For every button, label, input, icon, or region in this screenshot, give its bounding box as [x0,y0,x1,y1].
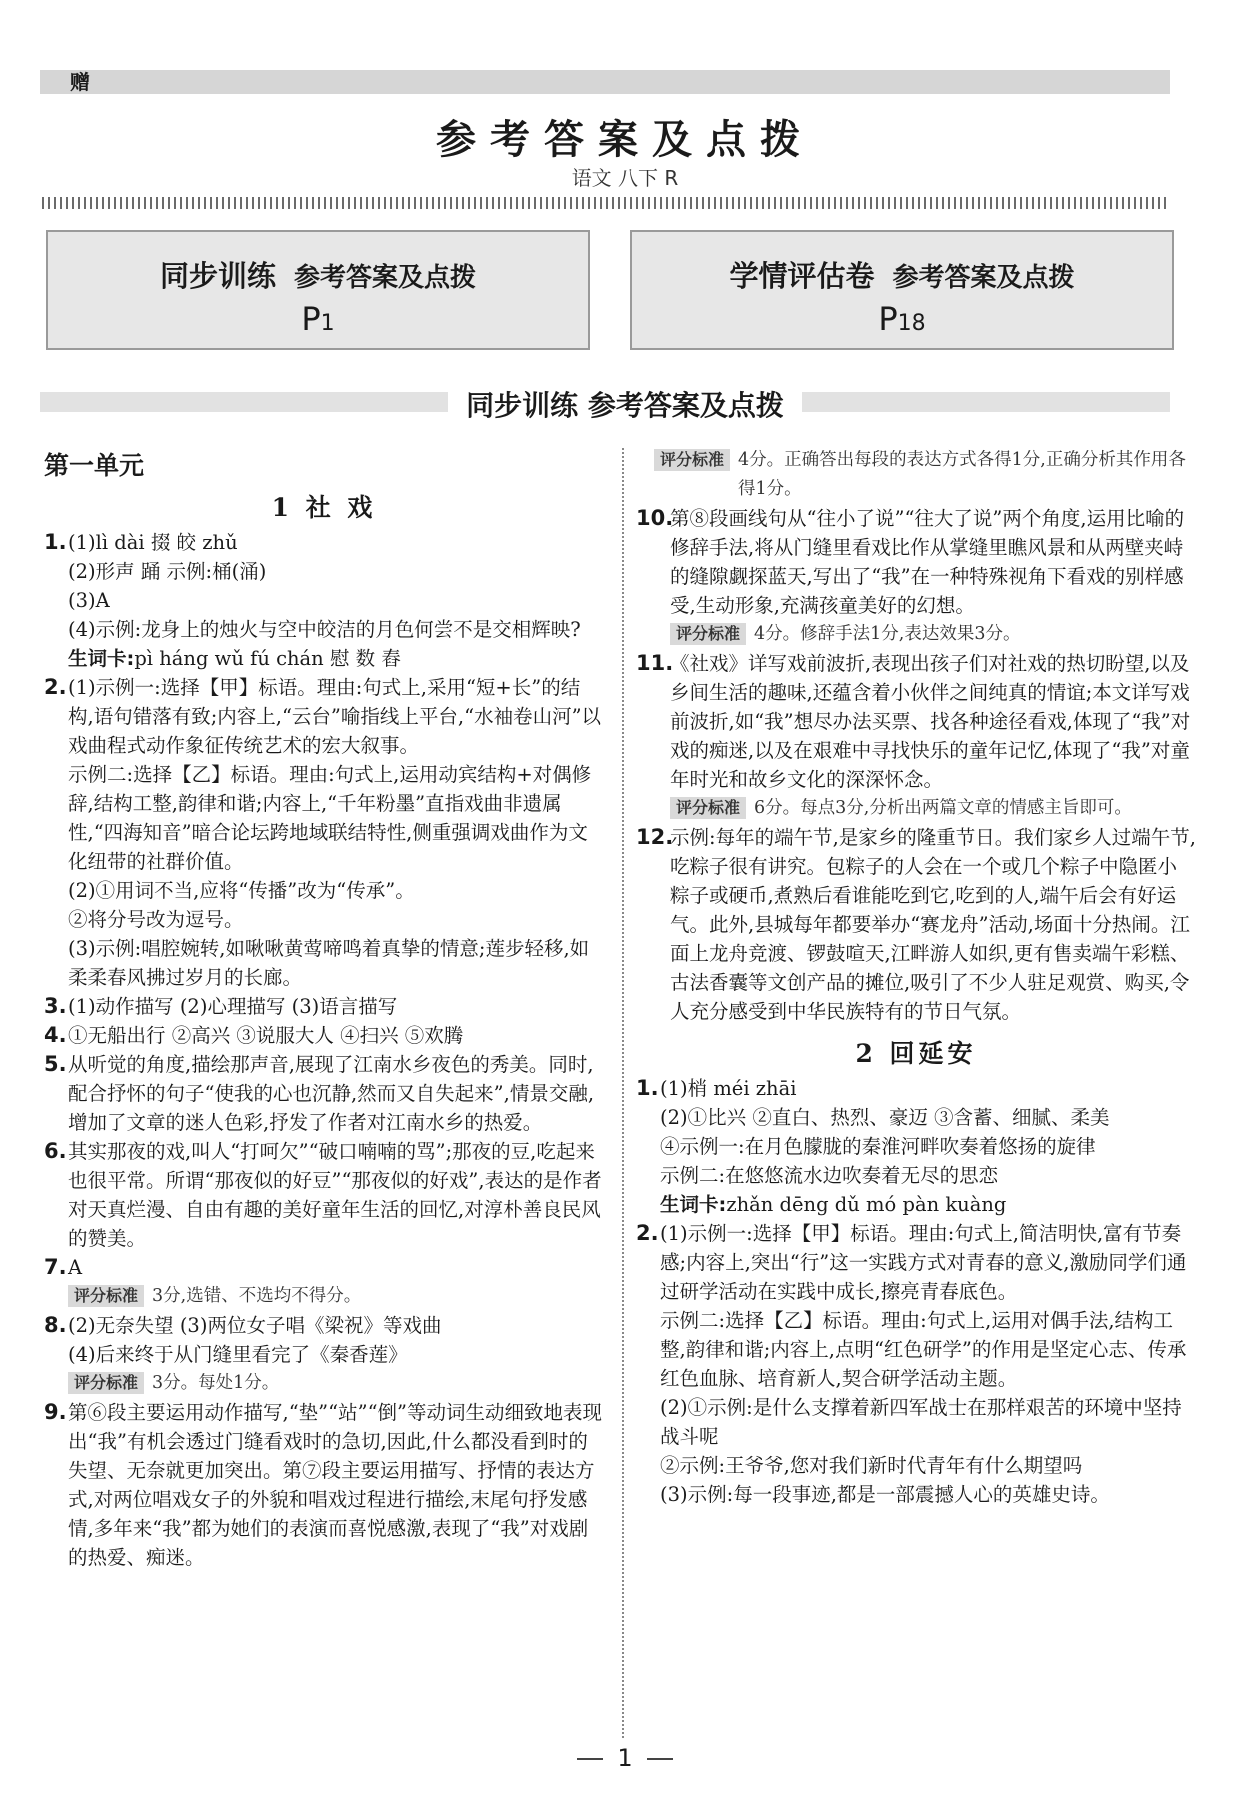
answer-line: (2)形声 踊 示例:桶(涌) [68,560,267,583]
right-column [636,446,1196,1509]
section-title-text: 同步训练 参考答案及点拨 [448,384,802,424]
question-number: 11. [636,651,674,675]
column-divider [622,448,624,1738]
scoring-tag: 评分标准 [68,1285,144,1307]
header-band [40,70,1170,94]
answer-line: 从听觉的角度,描绘那声音,展现了江南水乡夜色的秀美。同时,配合抒怀的句子“使我的心也沉静,然而又自失起来”,情景交融,增加了文章的迷人色彩,抒发了作者对江南水乡的热爱。 [68,1053,595,1134]
vocab-text: pì háng wǔ fú chán 慰 数 舂 [134,647,401,670]
question-5 [44,1050,604,1137]
answer-line: (2)①示例:是什么支撑着新四军战士在那样艰苦的环境中坚持战斗呢 [660,1396,1182,1448]
answer-line: (1)示例一:选择【甲】标语。理由:句式上,简洁明快,富有节奏感;内容上,突出“行”这一实践方式对青春的意义,激励同学们通过研学活动在实践中成长,擦亮青春底色。 [660,1222,1187,1303]
question-number: 7. [44,1255,67,1279]
scoring-tag: 评分标准 [670,797,746,819]
answer-line: 示例二:在悠悠流水边吹奏着无尽的思恋 [660,1164,999,1187]
scoring-text: 6分。每点3分,分析出两篇文章的情感主旨即可。 [754,798,1132,818]
answer-line: 示例:每年的端午节,是家乡的隆重节日。我们家乡人过端午节,吃粽子很有讲究。包粽子的人会在一个或几个粽子中隐匿小粽子或硬币,煮熟后看谁能吃到它,吃到的人,端午后会有好运气。此外,县城每年都要举办“赛龙舟”活动,场面十分热闹。江面上龙舟竞渡、锣鼓喧天,江畔游人如织,更有售卖端午彩糕、古法香囊等文创产品的摊位,吸引了不少人驻足观赏、购买,令人充分感受到中华民族特有的节日气氛。 [670,826,1196,1023]
answer-line: (1)示例一:选择【甲】标语。理由:句式上,采用“短+长”的结构,语句错落有致;内容上,“云台”喻指线上平台,“水袖卷山河”以戏曲程式动作象征传统艺术的宏大叙事。 [68,676,602,757]
answer-line: (4)后来终于从门缝里看完了《秦香莲》 [68,1343,408,1366]
question-9 [44,1398,604,1572]
scoring-tag: 评分标准 [654,449,730,471]
left-column [44,446,604,1572]
scoring-text: 4分。正确答出每段的表达方式各得1分,正确分析其作用各得1分。 [738,450,1186,499]
answer-line: 示例二:选择【乙】标语。理由:句式上,运用动宾结构+对偶修辞,结构工整,韵律和谐;内容上,“千年粉墨”直指戏曲非遗属性,“四海知音”暗合论坛跨地域联结特性,侧重强调戏曲作为文化纽带的社群价值。 [68,763,592,873]
answer-line: 第⑥段主要运用动作描写,“垫”“站”“倒”等动词生动细致地表现出“我”有机会透过门缝看戏时的急切,因此,什么都没看到时的失望、无奈就更加突出。第⑦段主要运用描写、抒情的表达方式,对两位唱戏女子的外貌和唱戏过程进行描绘,末尾句抒发感情,多年来“我”都为她们的表演而喜悦感激,表现了“我”对戏剧的热爱、痴迷。 [68,1401,603,1569]
question-number: 5. [44,1052,67,1076]
answer-line: (3)A [68,589,110,612]
dotted-divider [42,197,1170,209]
answer-line: (1)梢 méi zhāi [660,1077,797,1100]
answer-line: A [68,1256,83,1279]
gift-tag: 赠 [70,70,90,94]
dash-left [577,1758,603,1760]
page-subtitle: 语文 八下 R [571,166,679,190]
question-number: 6. [44,1139,67,1163]
answer-line: (3)示例:唱腔婉转,如啾啾黄莺啼鸣着真挚的情意;莲步轻移,如柔柔春风拂过岁月的长廊。 [68,937,590,989]
answer-line: ②示例:王爷爷,您对我们新时代青年有什么期望吗 [660,1454,1083,1477]
scoring-text: 3分,选错、不选均不得分。 [152,1286,362,1306]
toc-box-assessment [630,230,1174,350]
page-number-text: 1 [617,1744,633,1772]
answer-line: 示例二:选择【乙】标语。理由:句式上,运用对偶手法,结构工整,韵律和谐;内容上,点明“红色研学”的作用是坚定心志、传承红色血脉、培育新人,契合研学活动主题。 [660,1309,1187,1390]
answer-line: (1)lì dài 掇 皎 zhǔ [68,531,238,554]
scoring-text: 3分。每处1分。 [152,1373,280,1393]
toc-page-prefix: P [301,300,321,338]
scoring-note [44,1369,604,1398]
scoring-note [636,620,1196,649]
question-6 [44,1137,604,1253]
question-number: 8. [44,1313,67,1337]
page-title: 参考答案及点拨 [436,117,814,163]
scoring-note [636,794,1196,823]
scoring-tag: 评分标准 [68,1372,144,1394]
answer-line: (2)①用词不当,应将“传播”改为“传承”。 [68,879,415,902]
answer-line: (2)无奈失望 (3)两位女子唱《梁祝》等戏曲 [68,1314,442,1337]
answer-line: (2)①比兴 ②直白、热烈、豪迈 ③含蓄、细腻、柔美 [660,1106,1110,1129]
page-number [0,1744,1250,1772]
answer-line: (4)示例:龙身上的烛火与空中皎洁的月色何尝不是交相辉映? [68,618,581,641]
toc-page-prefix: P [878,300,898,338]
vocab-label: 生词卡: [660,1193,727,1216]
question-number: 12. [636,825,674,849]
question-1 [636,1074,1196,1219]
scoring-tag: 评分标准 [670,623,746,645]
question-11 [636,649,1196,794]
question-2 [636,1219,1196,1509]
question-number: 2. [636,1221,659,1245]
lesson-heading: 1 社 戏 [271,493,377,522]
answer-line: (3)示例:每一段事迹,都是一部震撼人心的英雄史诗。 [660,1483,1110,1506]
question-number: 3. [44,994,67,1018]
toc-box-label: 参考答案及点拨 [294,263,477,293]
question-number: 2. [44,675,67,699]
answer-line: 其实那夜的戏,叫人“打呵欠”“破口喃喃的骂”;那夜的豆,吃起来也很平常。所谓“那夜似的好豆”“那夜似的好戏”,表达的是作者对天真烂漫、自由有趣的美好童年生活的回忆,对淳朴善良民风的赞美。 [68,1140,602,1250]
question-1 [44,528,604,673]
lesson-heading: 2 回延安 [855,1039,977,1068]
answer-line: ②将分号改为逗号。 [68,908,244,931]
toc-box-sync-training [46,230,590,350]
toc-box-name: 同步训练 [159,259,276,293]
toc-page-number: 1 [320,311,335,336]
scoring-note [636,446,1196,504]
answer-line: ④示例一:在月色朦胧的秦淮河畔吹奏着悠扬的旋律 [660,1135,1096,1158]
toc-box-name: 学情评估卷 [729,259,875,293]
question-number: 1. [636,1076,659,1100]
question-number: 10. [636,506,674,530]
question-3 [44,992,604,1021]
question-2 [44,673,604,992]
answer-line: (1)动作描写 (2)心理描写 (3)语言描写 [68,995,398,1018]
question-number: 1. [44,530,67,554]
toc-page-number: 18 [897,311,926,336]
dash-right [647,1758,673,1760]
scoring-note [44,1282,604,1311]
question-7 [44,1253,604,1282]
question-10 [636,504,1196,620]
question-number: 9. [44,1400,67,1424]
vocab-card [660,1190,1196,1219]
question-8 [44,1311,604,1369]
vocab-card [68,644,604,673]
vocab-text: zhǎn dēng dǔ mó pàn kuàng [726,1193,1007,1216]
question-12 [636,823,1196,1026]
question-number: 4. [44,1023,67,1047]
question-4 [44,1021,604,1050]
scoring-text: 4分。修辞手法1分,表达效果3分。 [754,624,1021,644]
section-title [0,384,1250,424]
answer-line: ①无船出行 ②高兴 ③说服大人 ④扫兴 ⑤欢腾 [68,1024,464,1047]
answer-line: 第⑧段画线句从“往小了说”“往大了说”两个角度,运用比喻的修辞手法,将从门缝里看戏比作从掌缝里瞧风景和从两壁夹峙的缝隙觑探蓝天,写出了“我”在一种特殊视角下看戏的别样感受,生动形象,充满孩童美好的幻想。 [670,507,1185,617]
unit-heading: 第一单元 [44,451,145,480]
vocab-label: 生词卡: [68,647,135,670]
toc-box-label: 参考答案及点拨 [892,263,1075,293]
answer-line: 《社戏》详写戏前波折,表现出孩子们对社戏的热切盼望,以及乡间生活的趣味,还蕴含着小伙伴之间纯真的情谊;本文详写戏前波折,如“我”想尽办法买票、找各种途径看戏,体现了“我”对戏的痴迷,以及在艰难中寻找快乐的童年记忆,体现了“我”对童年时光和故乡文化的深深怀念。 [670,652,1191,791]
